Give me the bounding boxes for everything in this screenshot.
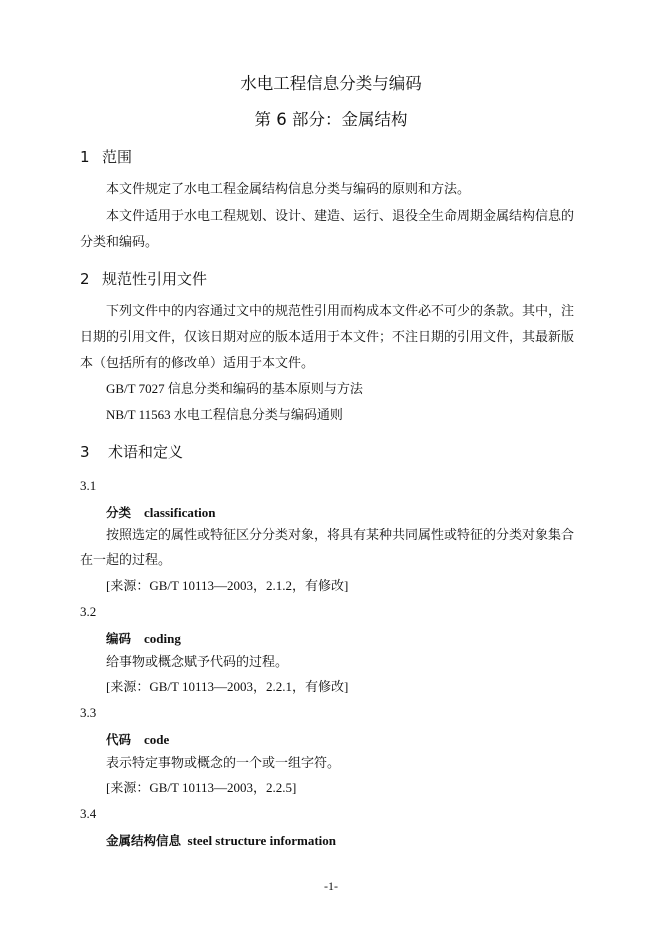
term-english: coding xyxy=(144,631,181,646)
paragraph: 下列文件中的内容通过文中的规范性引用而构成本文件必不可少的条款。其中，注 xyxy=(106,303,575,318)
paragraph-continuation: 本（包括所有的修改单）适用于本文件。 xyxy=(80,355,315,370)
paragraph: 本文件适用于水电工程规划、设计、建造、运行、退役全生命周期金属结构信息的 xyxy=(106,208,575,223)
section-heading-terms-definitions xyxy=(80,441,183,462)
term-entry xyxy=(106,730,169,748)
section-title: 范围 xyxy=(102,148,133,166)
term-chinese: 分类 xyxy=(106,505,132,520)
term-source: [来源：GB/T 10113—2003，2.2.5] xyxy=(106,780,297,795)
term-chinese: 金属结构信息 xyxy=(106,833,182,848)
term-chinese: 编码 xyxy=(106,631,132,646)
term-source: [来源：GB/T 10113—2003，2.2.1，有修改] xyxy=(106,679,349,694)
section-heading-scope xyxy=(80,146,132,167)
section-heading-normative-references xyxy=(80,268,207,289)
section-number: 3 xyxy=(80,443,90,461)
term-english: steel structure information xyxy=(187,833,337,848)
section-title: 规范性引用文件 xyxy=(102,270,208,288)
term-definition: 给事物或概念赋予代码的过程。 xyxy=(106,654,289,669)
section-title: 术语和定义 xyxy=(108,443,184,461)
document-title: 水电工程信息分类与编码 xyxy=(240,74,422,93)
reference-item: NB/T 11563 水电工程信息分类与编码通则 xyxy=(106,407,343,422)
section-number: 1 xyxy=(80,148,90,166)
term-number: 3.4 xyxy=(80,806,97,821)
document-subtitle: 第 6 部分：金属结构 xyxy=(254,110,408,129)
reference-item: GB/T 7027 信息分类和编码的基本原则与方法 xyxy=(106,381,363,396)
term-entry xyxy=(106,629,181,647)
term-definition: 表示特定事物或概念的一个或一组字符。 xyxy=(106,755,341,770)
term-definition: 按照选定的属性或特征区分分类对象，将具有某种共同属性或特征的分类对象集合 xyxy=(106,527,575,542)
paragraph-continuation: 日期的引用文件，仅该日期对应的版本适用于本文件；不注日期的引用文件，其最新版 xyxy=(80,329,575,344)
term-number: 3.2 xyxy=(80,604,97,619)
term-number: 3.3 xyxy=(80,705,97,720)
term-entry xyxy=(106,831,336,849)
term-entry xyxy=(106,503,216,521)
term-english: classification xyxy=(144,505,216,520)
term-number: 3.1 xyxy=(80,478,97,493)
term-source: [来源：GB/T 10113—2003，2.1.2，有修改] xyxy=(106,578,349,593)
paragraph: 本文件规定了水电工程金属结构信息分类与编码的原则和方法。 xyxy=(106,181,471,196)
term-english: code xyxy=(144,732,170,747)
paragraph-continuation: 分类和编码。 xyxy=(80,234,159,249)
page-number: -1- xyxy=(324,879,338,893)
section-number: 2 xyxy=(80,270,90,288)
term-definition-continuation: 在一起的过程。 xyxy=(80,552,172,567)
term-chinese: 代码 xyxy=(106,732,132,747)
